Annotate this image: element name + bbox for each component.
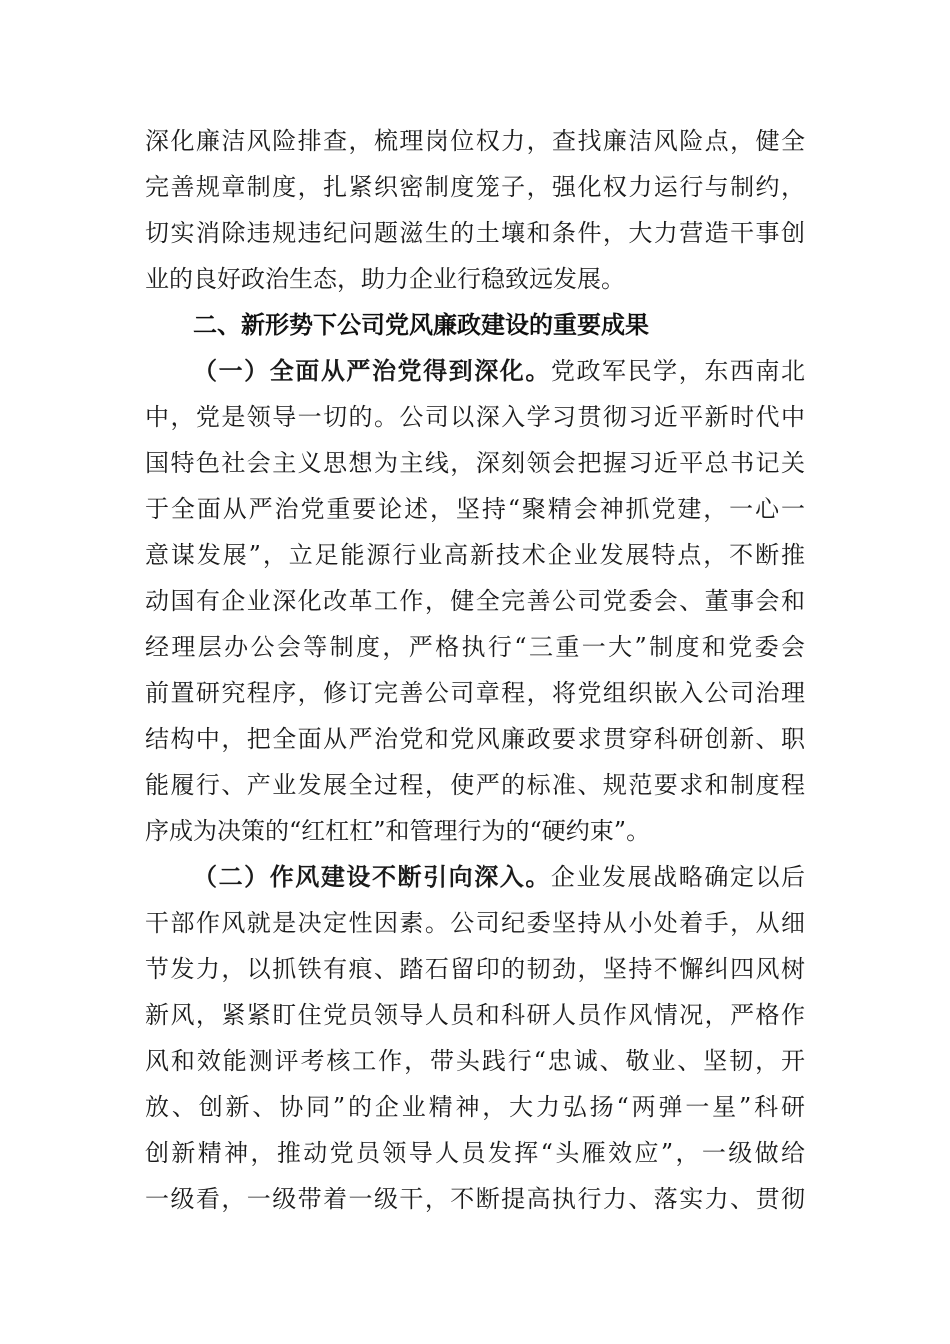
paragraph-line: 国特色社会主义思想为主线，深刻领会把握习近平总书记关: [145, 449, 805, 477]
paragraph-line: 干部作风就是决定性因素。公司纪委坚持从小处着手，从细: [145, 909, 805, 937]
paragraph-line: 中，党是领导一切的。公司以深入学习贯彻习近平新时代中: [145, 403, 805, 431]
paragraph-one: [145, 348, 805, 854]
paragraph-line: 于全面从严治党重要论述，坚持“聚精会神抓党建，一心一: [145, 495, 805, 523]
paragraph-line: 能履行、产业发展全过程，使严的标准、规范要求和制度程: [145, 771, 805, 799]
paragraph-first-line: [145, 348, 805, 394]
paragraph-line: 创新精神，推动党员领导人员发挥“头雁效应”，一级做给: [145, 1139, 805, 1167]
section-heading: 二、新形势下公司党风廉政建设的重要成果: [193, 311, 649, 339]
paragraph-first-line-rest: 企业发展战略确定以后: [550, 863, 805, 891]
paragraph-line: 意谋发展”，立足能源行业高新技术企业发展特点，不断推: [145, 541, 805, 569]
paragraph-intro: [145, 118, 805, 302]
paragraph-line: 动国有企业深化改革工作，健全完善公司党委会、董事会和: [145, 587, 805, 615]
paragraph-line: 切实消除违规违纪问题滋生的土壤和条件，大力营造干事创: [145, 219, 805, 247]
paragraph-line: 一级看，一级带着一级干，不断提高执行力、落实力、贯彻: [145, 1185, 805, 1213]
paragraph-line: 前置研究程序，修订完善公司章程，将党组织嵌入公司治理: [145, 679, 805, 707]
paragraph-lead: （一）全面从严治党得到深化。: [193, 357, 551, 385]
paragraph-line: 放、创新、协同”的企业精神，大力弘扬“两弹一星”科研: [145, 1093, 805, 1121]
paragraph-first-line-rest: 党政军民学，东西南北: [550, 357, 805, 385]
document-body: [145, 118, 805, 1222]
paragraph-two: [145, 854, 805, 1222]
paragraph-line: 业的良好政治生态，助力企业行稳致远发展。: [145, 265, 625, 293]
paragraph-line: 完善规章制度，扎紧织密制度笼子，强化权力运行与制约，: [145, 173, 805, 201]
paragraph-line: 序成为决策的“红杠杠”和管理行为的“硬约束”。: [145, 817, 651, 845]
paragraph-lead: （二）作风建设不断引向深入。: [193, 863, 551, 891]
paragraph-line: 新风，紧紧盯住党员领导人员和科研人员作风情况，严格作: [145, 1001, 805, 1029]
paragraph-line: 深化廉洁风险排查，梳理岗位权力，查找廉洁风险点，健全: [145, 127, 805, 155]
paragraph-line: 风和效能测评考核工作，带头践行“忠诚、敬业、坚韧，开: [145, 1047, 805, 1075]
paragraph-line: 节发力，以抓铁有痕、踏石留印的韧劲，坚持不懈纠四风树: [145, 955, 805, 983]
paragraph-line: 经理层办公会等制度，严格执行“三重一大”制度和党委会: [145, 633, 805, 661]
paragraph-first-line: [145, 854, 805, 900]
paragraph-line: 结构中，把全面从严治党和党风廉政要求贯穿科研创新、职: [145, 725, 805, 753]
